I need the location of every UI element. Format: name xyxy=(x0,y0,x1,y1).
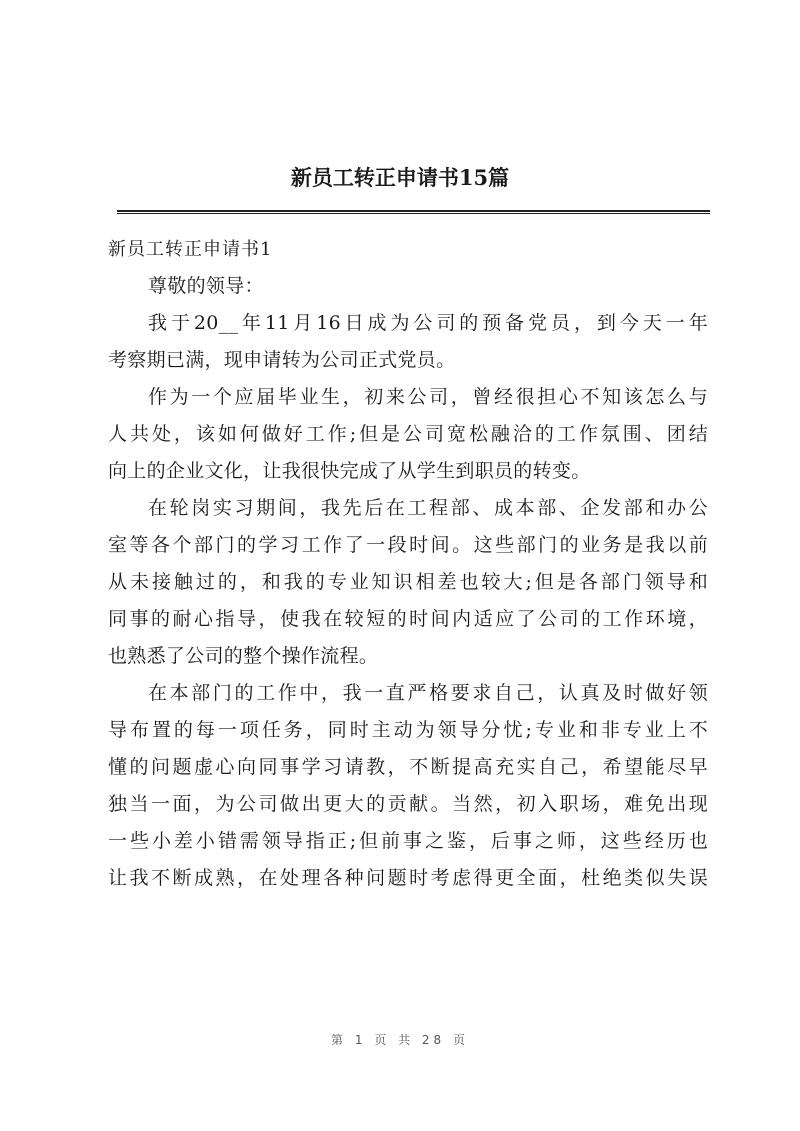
salutation: 尊敬的领导： xyxy=(148,275,264,297)
paragraph-line: 考察期已满，现申请转为公司正式党员。 xyxy=(108,349,456,371)
paragraph-line: 独当一面，为公司做出更大的贡献。当然，初入职场，难免出现 xyxy=(108,793,708,815)
document-body xyxy=(108,231,708,897)
paragraph-line: 也熟悉了公司的整个操作流程。 xyxy=(108,645,379,667)
paragraph-line: 在本部门的工作中，我一直严格要求自己，认真及时做好领 xyxy=(148,682,708,704)
paragraph-line: 从未接触过的，和我的专业知识相差也较大;但是各部门领导和 xyxy=(108,571,708,593)
page-title: 新员工转正申请书15篇 xyxy=(290,165,510,190)
paragraph-line: 同事的耐心指导，使我在较短的时间内适应了公司的工作环境， xyxy=(108,608,708,630)
section-heading: 新员工转正申请书1 xyxy=(108,239,273,260)
paragraph-line: 作为一个应届毕业生，初来公司，曾经很担心不知该怎么与 xyxy=(148,386,708,408)
paragraph-line: 向上的企业文化，让我很快完成了从学生到职员的转变。 xyxy=(108,460,591,482)
paragraph-line: 一些小差小错需领导指正;但前事之鉴，后事之师，这些经历也 xyxy=(108,830,708,852)
paragraph-line: 我于20__年11月16日成为公司的预备党员，到今天一年 xyxy=(148,312,708,334)
paragraph-line: 在轮岗实习期间，我先后在工程部、成本部、企发部和办公 xyxy=(148,497,708,519)
paragraph-line: 人共处，该如何做好工作;但是公司宽松融洽的工作氛围、团结 xyxy=(108,423,708,445)
paragraph-line: 让我不断成熟，在处理各种问题时考虑得更全面，杜绝类似失误 xyxy=(108,867,708,889)
paragraph-line: 懂的问题虚心向同事学习请教，不断提高充实自己，希望能尽早 xyxy=(108,756,708,778)
page-footer: 第 1 页 共 28 页 xyxy=(331,1033,469,1047)
paragraph-line: 导布置的每一项任务，同时主动为领导分忧;专业和非专业上不 xyxy=(108,719,708,741)
title-divider xyxy=(117,210,710,214)
paragraph-line: 室等各个部门的学习工作了一段时间。这些部门的业务是我以前 xyxy=(108,534,708,556)
